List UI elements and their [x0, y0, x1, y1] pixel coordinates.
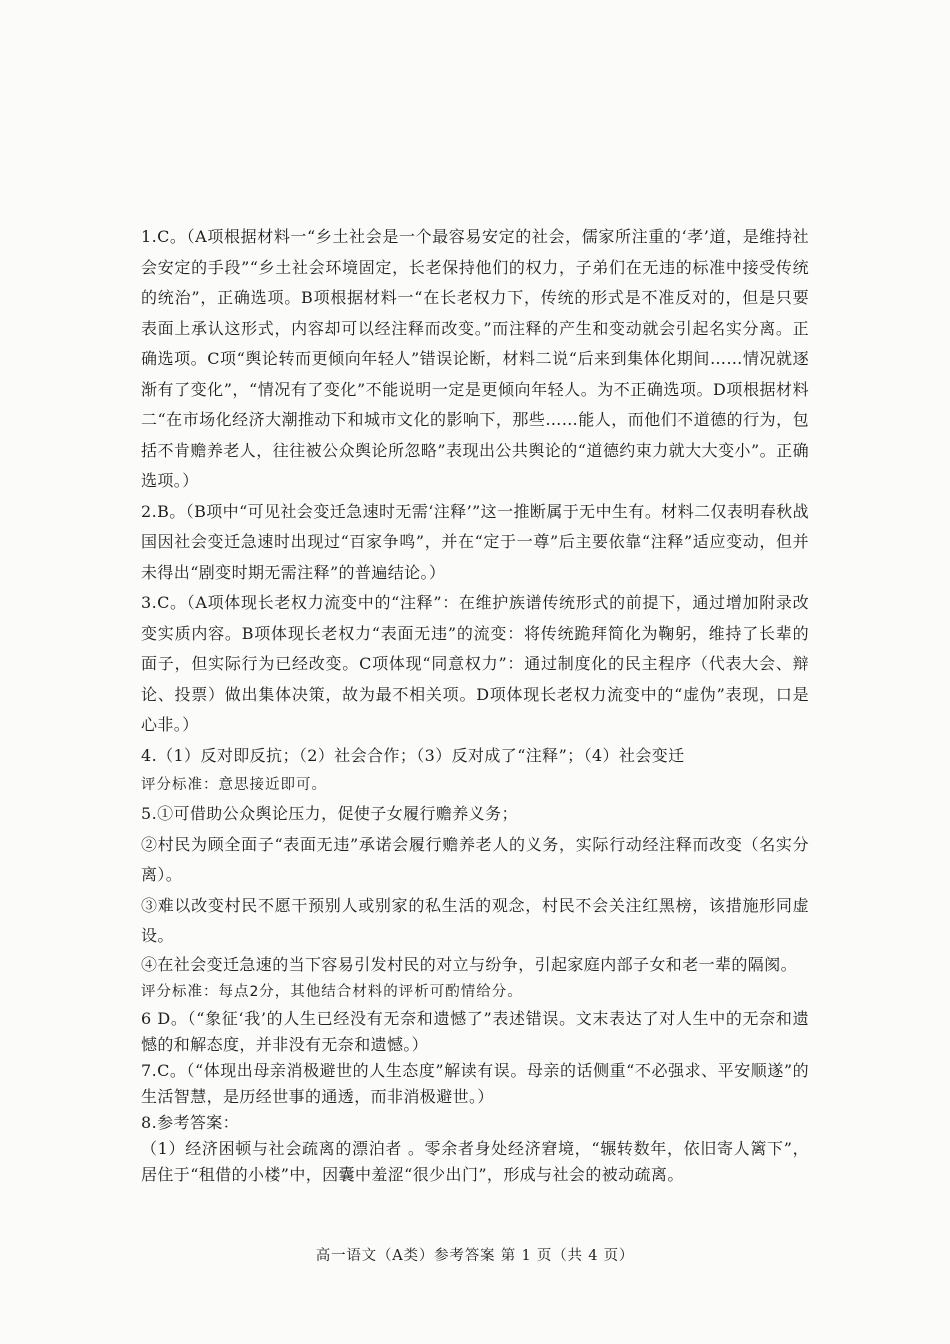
answer-7: 7.C。（“体现出母亲消极避世的人生态度”解读有误。母亲的话侧重“不必强求、平安顺遂”的生活智慧，是历经世事的通透，而非消极避世。） — [141, 1060, 809, 1106]
answer-5-point-2: ②村民为顾全面子“表面无违”承诺会履行赡养老人的义务，实际行动经注释而改变（名实分离）。 — [141, 834, 809, 884]
answer-5-point-3: ③难以改变村民不愿干预别人或别家的私生活的观念，村民不会关注红黑榜，该措施形同虚设。 — [141, 895, 809, 945]
answer-5-scoring-standard: 评分标准：每点2分，其他结合材料的评析可酌情给分。 — [141, 983, 523, 1000]
page-footer: 高一语文（A类）参考答案 第 1 页（共 4 页） — [315, 1248, 635, 1264]
answer-2: 2.B。（B项中“可见社会变迁急速时无需‘注释’”这一推断属于无中生有。材料二仅表明春秋战国因社会变迁急速时出现过“百家争鸣”，并在“定于一尊”后主要依靠“注释”适应变动，但并未得出“剧变时期无需注释”的普遍结论。） — [141, 501, 809, 582]
answer-5-point-1: 5.①可借助公众舆论压力，促使子女履行赡养义务； — [141, 804, 518, 823]
answer-8-heading: 8.参考答案： — [141, 1112, 240, 1132]
answer-4: 4.（1）反对即反抗；（2）社会合作；（3）反对成了“注释”；（4）社会变迁 — [141, 745, 685, 765]
answer-4-scoring-standard: 评分标准：意思接近即可。 — [141, 777, 327, 793]
answer-content — [141, 222, 809, 1188]
answer-5-point-4: ④在社会变迁急速的当下容易引发村民的对立与纷争，引起家庭内部子女和老一辈的隔阂。 — [141, 954, 798, 974]
answer-1: 1.C。（A项根据材料一“乡土社会是一个最容易安定的社会，儒家所注重的‘孝’道，是维持社会安定的手段”“乡土社会环境固定，长老保持他们的权力，子弟们在无违的标准中接受传统的统治”，正确选项。B项根据材料一“在长老权力下，传统的形式是不准反对的，但是只要表面上承认这形式，内容却可以经注释而改变。”而注释的产生和变动就会引起名实分离。正确选项。C项“舆论转而更倾向年轻人”错误论断，材料二说“后来到集体化期间……情况就逐渐有了变化”，“情况有了变化”不能说明一定是更倾向年轻人。为不正确选项。D项根据材料二“在市场化经济大潮推动下和城市文化的影响下，那些……能人，而他们不道德的行为，包括不肯赡养老人，往往被公众舆论所忽略”表现出公共舆论的“道德约束力就大大变小”。正确选项。） — [141, 227, 809, 490]
answer-3: 3.C。（A项体现长老权力流变中的“注释”：在维护族谱传统形式的前提下，通过增加附录改变实质内容。B项体现长老权力“表面无违”的流变：将传统跪拜简化为鞠躬，维持了长辈的面子，但实际行为已经改变。C项体现“同意权力”：通过制度化的民主程序（代表大会、辩论、投票）做出集体决策，故为最不相关项。D项体现长老权力流变中的“虚伪”表现，口是心非。） — [141, 593, 809, 734]
answer-8-part-1: （1）经济困顿与社会疏离的漂泊者 。零余者身处经济窘境，“辗转数年，依旧寄人篱下”，居住于“租借的小楼”中，因囊中羞涩“很少出门”，形成与社会的被动疏离。 — [141, 1138, 809, 1184]
answer-6: 6 D。（“象征‘我’的人生已经没有无奈和遗憾了”表述错误。文末表达了对人生中的无奈和遗憾的和解态度，并非没有无奈和遗憾。） — [141, 1008, 809, 1054]
